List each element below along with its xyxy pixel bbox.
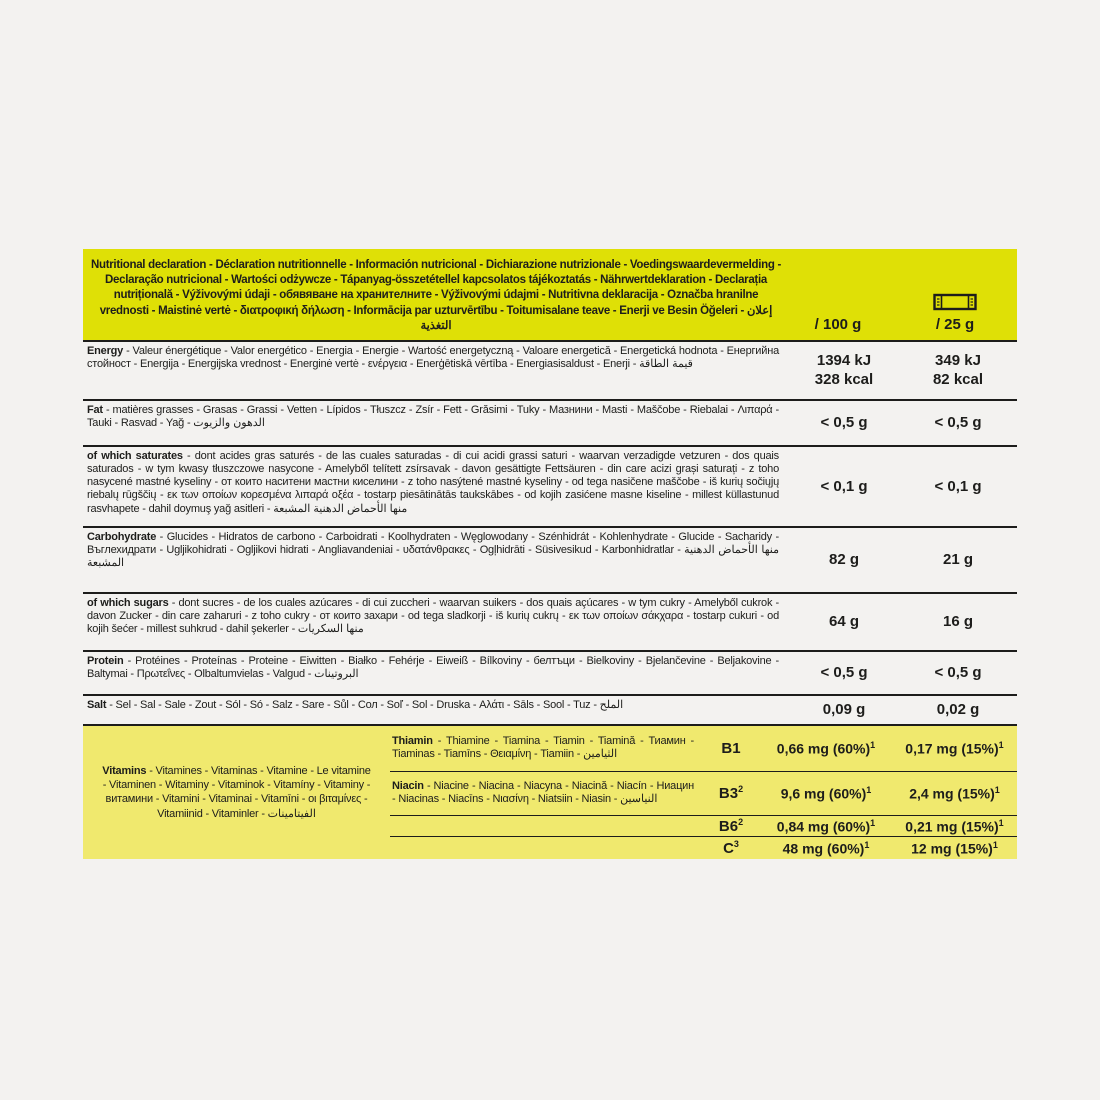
- vitamin-value-per-100g: 0,84 mg $(60\%)^1$: [776, 817, 876, 835]
- per-25g-column-header: [893, 249, 1017, 340]
- value-per-100g: < 0,5 g: [820, 414, 868, 432]
- vitamin-id: $B6^2$: [718, 816, 744, 835]
- nutrient-row-fat: [83, 399, 1017, 445]
- table-header: [83, 249, 1017, 340]
- nutrient-term: of which sugars: [87, 596, 169, 609]
- per-25g-label: / 25 g: [935, 315, 975, 333]
- vitamin-name: [390, 824, 702, 828]
- nutrient-row-energy: [83, 340, 1017, 399]
- per-100g-label: / 100 g: [814, 315, 862, 333]
- vitamins-translations: - Vitamines - Vitaminas - Vitamine - Le vitamine - Vitaminen - Witaminy - Vitaminok - Vitamíny - Vitaminy - витамини - Vitamini - Vitaminai - Vitamīni - οι βιταμίνες - Vitamiinid - Vitaminler - الفيتامينات: [102, 764, 371, 820]
- vitamin-value-per-100g: 0,66 mg $(60\%)^1$: [776, 740, 876, 757]
- value-per-25g: 21 g: [942, 551, 973, 569]
- nutrient-row-sugars: [83, 592, 1017, 650]
- nutrient-label: [83, 594, 789, 650]
- nutrient-row-saturates: [83, 445, 1017, 526]
- vitamins-section: [83, 724, 1017, 859]
- nutrient-translations: - Sel - Sal - Sale - Zout - Sól - Só - Salz - Sare - Sůl - Сол - Soľ - Sol - Druska - Αλάτι - Sāls - Sool - Tuz - الملح: [106, 698, 624, 711]
- vitamin-id: B1: [721, 740, 741, 758]
- nutrient-label: [83, 528, 789, 592]
- nutrient-term: Energy: [87, 344, 124, 357]
- value-per-25g: < 0,5 g: [934, 414, 982, 432]
- nutrient-label: [83, 696, 789, 724]
- nutrient-translations: - Protéines - Proteínas - Proteine - Eiwitten - Białko - Fehérje - Eiweiß - Bílkoviny - белтъци - Bielkoviny - Bjelančevine - Beljakovine - Baltymai - Πρωτεΐνες - Olbaltumvielas - Valgud - البروتينات: [87, 654, 779, 681]
- nutrient-term: Salt: [87, 698, 107, 711]
- nutritional-declaration-title: Nutritional declaration - Déclaration nutritionnelle - Información nutricional - Dichiarazione nutrizionale - Voedingswaardevermelding - Declaração nutricional - Wartości odżywcze - Tápanyag-összetétellel kapcsolatos tájékoztatás - Nährwertdeklaration - Declarația nutrițională - Výživovými údaji - обявяване на хранителните - Výživovými údajmi - Nutritivna deklaracija - Označba hranilne vrednosti - Maistinė vertė - διατροφική δήλωση - Informācija par uzturvērtību - Toitumisalane teave - Enerji ve Besin Öğeleri - إعلان التغذية: [91, 259, 781, 332]
- value-per-25g: 16 g: [942, 613, 973, 631]
- nutrient-term: of which saturates: [87, 449, 183, 462]
- header-columns: [783, 249, 1017, 340]
- vitamin-value-per-25g: 2,4 mg $(15\%)^1$: [909, 785, 1000, 802]
- value-per-100g: 64 g: [828, 613, 859, 631]
- vitamin-row-b6: [390, 815, 1017, 836]
- vitamin-row-c: [390, 836, 1017, 859]
- nutrient-translations: - dont sucres - de los cuales azúcares - di cui zuccheri - waarvan suikers - dos quais açúcares - w tym cukry - Amelyből cukrok - davon Zucker - din care zaharuri - z toho cukry - от които захари - od tega sladkorji - iš kurių cukrų - εκ των οποίων σάκχαρα - tostarp cukuri - od kojih šećer - millest suhkrud - dahil şekerler - منها السكريات: [87, 596, 779, 636]
- vitamin-id: $B3^2$: [718, 784, 744, 803]
- nutrient-label: [83, 447, 789, 526]
- vitamin-name: Niacin - Niacine - Niacina - Niacyna - Niacină - Niacín - Ниацин - Niacinas - Niacīns - Νιασίνη - Niatsiin - Niasin - النياسين: [392, 780, 694, 806]
- value-per-100g: 82 g: [828, 551, 859, 569]
- vitamins-label: [83, 726, 390, 859]
- vitamin-value-per-25g: 0,21 mg $(15\%)^1$: [905, 817, 1004, 835]
- vitamin-value-per-100g: 48 mg $(60\%)^1$: [782, 839, 870, 857]
- value-per-25g: 0,02 g: [936, 701, 980, 719]
- nutrient-label: [83, 652, 789, 694]
- nutrient-term: Fat: [87, 403, 103, 416]
- value-per-25g: 349 kJ 82 kcal: [932, 351, 984, 389]
- nutrient-row-carbohydrate: [83, 526, 1017, 592]
- vitamin-row-b3: [390, 771, 1017, 815]
- value-per-100g: 1394 kJ 328 kcal: [814, 351, 874, 389]
- per-100g-column-header: [783, 249, 893, 340]
- nutrition-table: [83, 249, 1017, 859]
- vitamin-value-per-25g: 12 mg $(15\%)^1$: [911, 839, 998, 857]
- nutrient-translations: - matières grasses - Grasas - Grassi - Vetten - Lípidos - Tłuszcz - Zsír - Fett - Grăsimi - Tuky - Мазнини - Masti - Maščobe - Riebalai - Λιπαρά - Tauki - Rasvad - Yağ - الدهون والزيوت: [87, 403, 779, 430]
- vitamin-value-per-25g: 0,17 mg $(15\%)^1$: [905, 740, 1004, 757]
- nutrient-translations: - Glucides - Hidratos de carbono - Carboidrati - Koolhydraten - Węglowodany - Szénhidrát - Kohlenhydrate - Glucide - Sacharidy - Въглехидрати - Ugljikohidrati - Ogljikovi hidrati - Angliavandeniai - υδατάνθρακες - Ogļhidrāti - Süsivesikud - Karbonhidratlar - منها الأحماض الدهنية المشبعة: [87, 530, 779, 570]
- bar-icon: [933, 293, 977, 311]
- nutrient-row-protein: [83, 650, 1017, 694]
- value-per-25g: < 0,1 g: [934, 477, 982, 495]
- nutrient-term: Protein: [87, 654, 124, 667]
- value-per-100g: 0,09 g: [822, 701, 866, 719]
- vitamin-id: $C^3$: [723, 838, 739, 857]
- nutrient-translations: - Valeur énergétique - Valor energético - Energia - Energie - Wartość energetyczną - Valoare energetică - Energetická hodnota - Енергийна стойност - Energija - Energijska vrednost - Energinė vertė - ενέργεια - Enerģētiskā vērtība - Energiasisaldust - Enerji - قيمة الطاقة: [87, 344, 779, 371]
- nutrient-label: [83, 401, 789, 445]
- value-per-100g: < 0,5 g: [820, 664, 868, 682]
- vitamins-term: Vitamins: [102, 764, 147, 777]
- vitamin-row-b1: [390, 726, 1017, 771]
- value-per-100g: < 0,1 g: [820, 477, 868, 495]
- nutrient-translations: - dont acides gras saturés - de las cuales saturadas - di cui acidi grassi saturi - waarvan verzadigde vetzuren - dos quais saturados - w tym kwasy tłuszczowe nasycone - Amelyből telített zsírsavak - davon gesättigte Fettsäuren - din care acizi grași saturați - z toho nasycené mastné kyseliny - от които наситени мастни киселини - z toho nasýtené mastné kyseliny - od tega nasičene maščobe - iš kurių sočiųjų riebalų rūgščių - εκ των οποίων κορεσμένα λιπαρά οξέα - tostarp piesātinātās taukskābes - od kojih zasićene masne kiseline - millest küllastunud rasvhapete - dahil doymuş yağ asitleri - منها الأحماض الدهنية المشبعة: [87, 449, 779, 515]
- vitamin-name: [390, 846, 702, 850]
- nutrient-term: Carbohydrate: [87, 530, 157, 543]
- vitamin-rows: [390, 726, 1017, 859]
- vitamin-value-per-100g: 9,6 mg $(60\%)^1$: [780, 785, 872, 802]
- nutrient-row-salt: [83, 694, 1017, 724]
- value-per-25g: < 0,5 g: [934, 664, 982, 682]
- vitamin-name: Thiamin - Thiamine - Tiamina - Tiamin - Tiamină - Тиамин - Tiaminas - Tiamīns - Θειαμίνη - Tiamiin - الثيامين: [392, 735, 694, 761]
- nutrient-label: [83, 342, 789, 399]
